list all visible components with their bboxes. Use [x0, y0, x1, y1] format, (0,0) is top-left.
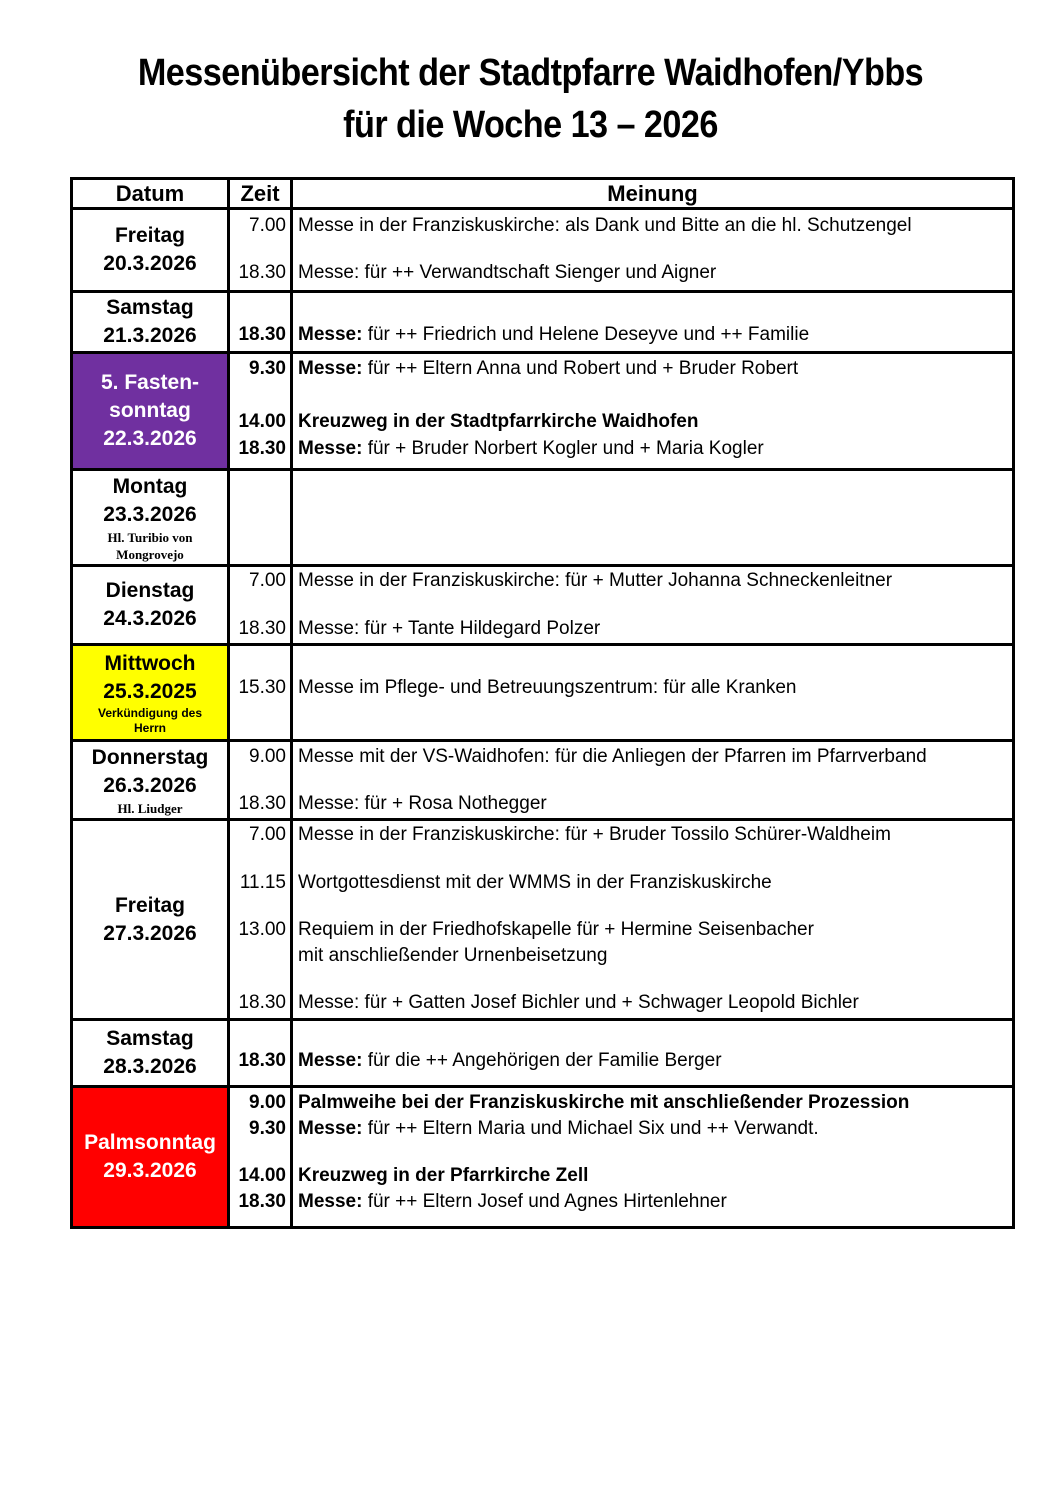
intention-text: Messe: für ++ Eltern Anna und Robert und + Bruder Robert	[298, 358, 799, 379]
date-value: 26.3.2026	[103, 773, 197, 797]
date-cell-feast	[72, 645, 229, 741]
time-cell	[229, 820, 292, 1020]
time-value: 15.30	[238, 677, 286, 698]
day-name: Freitag	[114, 224, 185, 247]
intention-cell	[292, 209, 1014, 292]
feast-name: Herrn	[133, 720, 166, 735]
time-cell	[229, 209, 292, 292]
time-cell	[229, 1020, 292, 1087]
time-cell	[229, 645, 292, 741]
time-value: 9.30	[249, 358, 286, 379]
intention-label: Messe:	[298, 438, 363, 459]
time-value: 9.30	[249, 1118, 286, 1139]
day-name: Montag	[112, 474, 188, 498]
date-cell-palm-sunday	[72, 1087, 229, 1228]
table-row	[72, 1020, 1014, 1087]
time-cell	[229, 1087, 292, 1228]
intention-cell	[292, 1087, 1014, 1228]
time-value: 18.30	[238, 992, 286, 1013]
time-value: 18.30	[238, 618, 286, 639]
date-value: 22.3.2026	[103, 427, 197, 450]
intention-text: Messe mit der VS-Waidhofen: für die Anliegen der Pfarren im Pfarrverband	[298, 746, 927, 767]
saint-name: Hl. Liudger	[117, 800, 183, 816]
intention-text: Messe: für + Tante Hildegard Polzer	[298, 618, 601, 639]
time-value: 9.00	[249, 1092, 286, 1113]
intention-text: Messe: für ++ Eltern Josef und Agnes Hirtenlehner	[298, 1191, 727, 1212]
date-value: 27.3.2026	[103, 921, 197, 945]
table-row	[72, 292, 1014, 353]
time-value: 18.30	[238, 1191, 286, 1212]
column-header-time: Zeit	[229, 179, 292, 209]
time-value: 18.30	[238, 324, 286, 345]
time-value: 14.00	[238, 411, 286, 432]
intention-label: Messe:	[298, 324, 363, 345]
table-row	[72, 470, 1014, 566]
date-cell	[72, 566, 229, 645]
intention-text: Messe: für + Bruder Norbert Kogler und + Maria Kogler	[298, 438, 764, 459]
date-value: 25.3.2025	[103, 679, 197, 703]
time-value: 13.00	[238, 919, 286, 940]
intention-text: Requiem in der Friedhofskapelle für + Hermine Seisenbacher	[298, 919, 814, 940]
saint-name: Mongrovejo	[116, 546, 184, 562]
date-cell	[72, 741, 229, 820]
intention-cell	[292, 566, 1014, 645]
date-value: 20.3.2026	[103, 252, 197, 275]
time-value: 18.30	[238, 438, 286, 459]
day-name: Freitag	[114, 893, 185, 917]
time-value: 18.30	[238, 793, 286, 814]
intention-label: Messe:	[298, 1050, 363, 1071]
date-value: 21.3.2026	[103, 324, 197, 347]
time-cell	[229, 353, 292, 470]
table-row	[72, 353, 1014, 470]
time-cell	[229, 566, 292, 645]
time-cell	[229, 292, 292, 353]
date-value: 28.3.2026	[103, 1055, 197, 1078]
time-value: 14.00	[238, 1165, 286, 1186]
intention-label: Messe:	[298, 1191, 363, 1212]
mass-schedule-table	[70, 177, 1015, 1229]
intention-text: Messe in der Franziskuskirche: als Dank und Bitte an die hl. Schutzengel	[298, 215, 912, 236]
day-name: Donnerstag	[91, 745, 209, 769]
page-title: Messenübersicht der Stadtpfarre Waidhofen/Ybbs	[137, 52, 924, 94]
time-value: 7.00	[249, 215, 286, 236]
intention-text: Messe: für ++ Eltern Maria und Michael Six und ++ Verwandt.	[298, 1118, 819, 1139]
date-cell	[72, 820, 229, 1020]
time-value: 9.00	[249, 746, 286, 767]
feast-name: Verkündigung des	[97, 705, 202, 720]
intention-text: Kreuzweg in der Pfarrkirche Zell	[298, 1165, 589, 1186]
intention-text: Messe: für ++ Friedrich und Helene Deseyve und ++ Familie	[298, 324, 810, 345]
intention-text: Wortgottesdienst mit der WMMS in der Franziskuskirche	[298, 872, 772, 893]
day-name: sonntag	[109, 399, 191, 422]
intention-text: Palmweihe bei der Franziskuskirche mit anschließender Prozession	[298, 1092, 910, 1113]
time-value: 11.15	[239, 872, 286, 893]
table-row	[72, 645, 1014, 741]
intention-label: Messe:	[298, 358, 363, 379]
time-value: 7.00	[249, 824, 286, 845]
time-value: 18.30	[238, 262, 286, 283]
date-value: 29.3.2026	[103, 1159, 197, 1182]
date-value: 24.3.2026	[103, 607, 197, 630]
intention-cell	[292, 645, 1014, 741]
time-value: 7.00	[249, 570, 286, 591]
table-row	[72, 1087, 1014, 1228]
intention-cell	[292, 1020, 1014, 1087]
time-cell	[229, 741, 292, 820]
time-value: 18.30	[238, 1050, 286, 1071]
page-subtitle: für die Woche 13 – 2026	[343, 104, 718, 146]
intention-label: Messe:	[298, 1118, 363, 1139]
intention-text: Kreuzweg in der Stadtpfarrkirche Waidhofen	[298, 411, 699, 432]
day-name: Dienstag	[105, 579, 195, 602]
intention-text: Messe: für + Rosa Nothegger	[298, 793, 547, 814]
intention-text: Messe: für ++ Verwandtschaft Sienger und Aigner	[298, 262, 717, 283]
day-name: Mittwoch	[104, 651, 196, 675]
intention-cell	[292, 353, 1014, 470]
date-cell	[72, 209, 229, 292]
day-name: Samstag	[106, 1027, 194, 1050]
intention-cell	[292, 820, 1014, 1020]
intention-text: Messe im Pflege- und Betreuungszentrum: für alle Kranken	[298, 677, 797, 698]
intention-cell	[292, 741, 1014, 820]
intention-text: Messe in der Franziskuskirche: für + Mutter Johanna Schneckenleitner	[298, 570, 893, 591]
intention-text: mit anschließender Urnenbeisetzung	[298, 945, 608, 966]
date-value: 23.3.2026	[103, 502, 197, 526]
table-row	[72, 820, 1014, 1020]
column-header-intention: Meinung	[292, 179, 1014, 209]
day-name: Samstag	[106, 296, 194, 319]
intention-cell	[292, 470, 1014, 566]
intention-text: Messe: für + Gatten Josef Bichler und + Schwager Leopold Bichler	[298, 992, 859, 1013]
table-row	[72, 566, 1014, 645]
date-cell	[72, 470, 229, 566]
date-cell	[72, 1020, 229, 1087]
intention-text: Messe: für die ++ Angehörigen der Familie Berger	[298, 1050, 722, 1071]
table-row	[72, 741, 1014, 820]
intention-text: Messe in der Franziskuskirche: für + Bruder Tossilo Schürer-Waldheim	[298, 824, 891, 845]
table-header-row	[72, 179, 1014, 209]
intention-cell	[292, 292, 1014, 353]
day-name: 5. Fasten-	[100, 371, 200, 394]
day-name: Palmsonntag	[84, 1131, 216, 1154]
table-row	[72, 209, 1014, 292]
saint-name: Hl. Turibio von	[107, 529, 193, 545]
date-cell-sunday	[72, 353, 229, 470]
time-cell	[229, 470, 292, 566]
column-header-date: Datum	[72, 179, 229, 209]
date-cell	[72, 292, 229, 353]
